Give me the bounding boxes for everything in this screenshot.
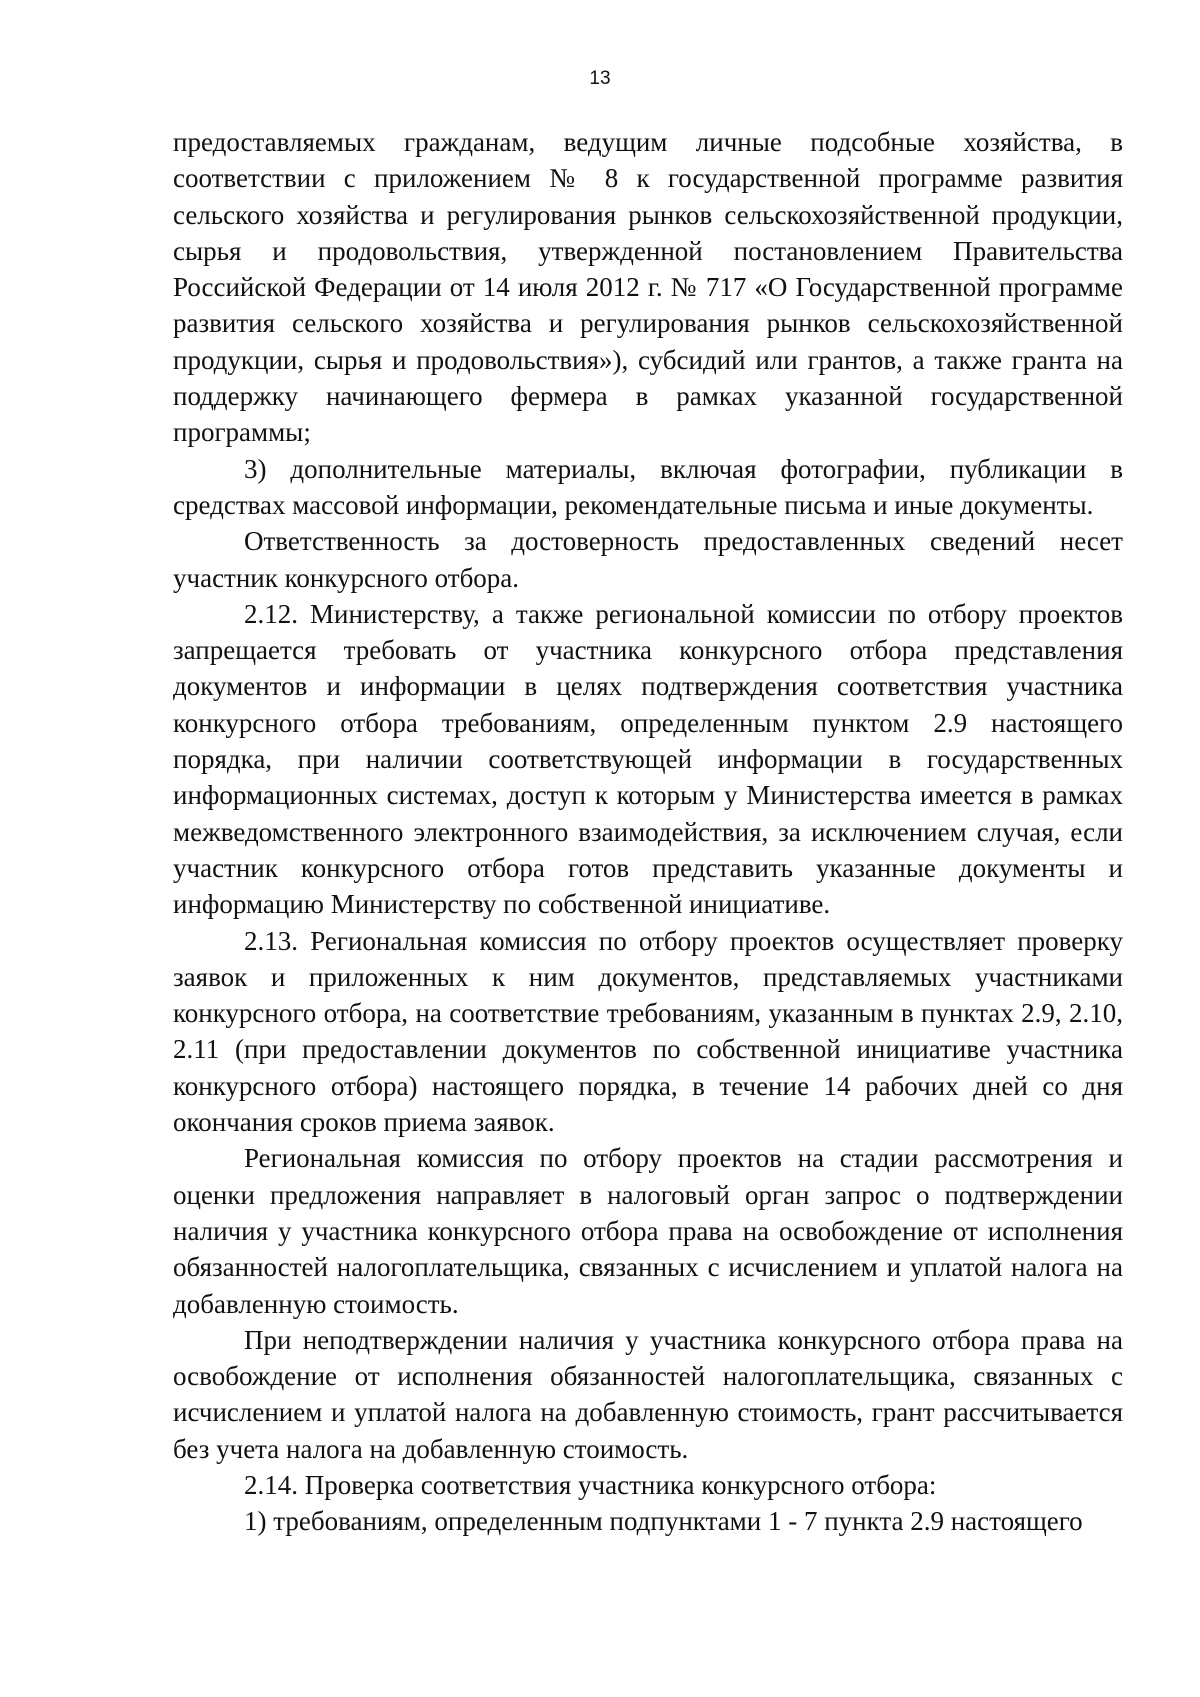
page-number: 13: [589, 68, 611, 89]
document-body: [173, 124, 1123, 1540]
paragraph: предоставляемых гражданам, ведущим личные подсобные хозяйства, в соответствии с приложением № 8 к государственной программе развития сельского хозяйства и регулирования рынков сельскохозяйственной продукции, сырья и продовольствия, утвержденной постановлением Правительства Российской Федерации от 14 июля 2012 г. № 717 «О Государственной программе развития сельского хозяйства и регулирования рынков сельскохозяйственной продукции, сырья и продовольствия»), субсидий или грантов, а также гранта на поддержку начинающего фермера в рамках указанной государственной программы;: [173, 127, 1123, 448]
paragraph: 2.13. Региональная комиссия по отбору проектов осуществляет проверку заявок и приложенных к ним документов, представляемых участниками конкурсного отбора, на соответствие требованиям, указанным в пунктах 2.9, 2.10, 2.11 (при предоставлении документов по собственной инициативе участника конкурсного отбора) настоящего порядка, в течение 14 рабочих дней со дня окончания сроков приема заявок.: [173, 925, 1123, 1138]
paragraph: 2.12. Министерству, а также региональной комиссии по отбору проектов запрещается требовать от участника конкурсного отбора представления документов и информации в целях подтверждения соответствия участника конкурсного отбора требованиям, определенным пунктом 2.9 настоящего порядка, при наличии соответствующей информации в государственных информационных системах, доступ к которым у Министерства имеется в рамках межведомственного электронного взаимодействия, за исключением случая, если участник конкурсного отбора готов представить указанные документы и информацию Министерству по собственной инициативе.: [173, 598, 1123, 920]
paragraph: 2.14. Проверка соответствия участника конкурсного отбора:: [244, 1469, 937, 1500]
paragraph: Региональная комиссия по отбору проектов на стадии рассмотрения и оценки предложения направляет в налоговый орган запрос о подтверждении наличия у участника конкурсного отбора права на освобождение от исполнения обязанностей налогоплательщика, связанных с исчислением и уплатой налога на добавленную стоимость.: [173, 1143, 1123, 1319]
paragraph: При неподтверждении наличия у участника конкурсного отбора права на освобождение от исполнения обязанностей налогоплательщика, связанных с исчислением и уплатой налога на добавленную стоимость, грант рассчитывается без учета налога на добавленную стоимость.: [173, 1324, 1123, 1464]
paragraph: Ответственность за достоверность предоставленных сведений несет участник конкурсного отбора.: [173, 526, 1123, 593]
paragraph: 1) требованиям, определенным подпунктами 1 - 7 пункта 2.9 настоящего: [244, 1506, 1083, 1537]
paragraph: 3) дополнительные материалы, включая фотографии, публикации в средствах массовой информации, рекомендательные письма и иные документы.: [173, 453, 1123, 520]
